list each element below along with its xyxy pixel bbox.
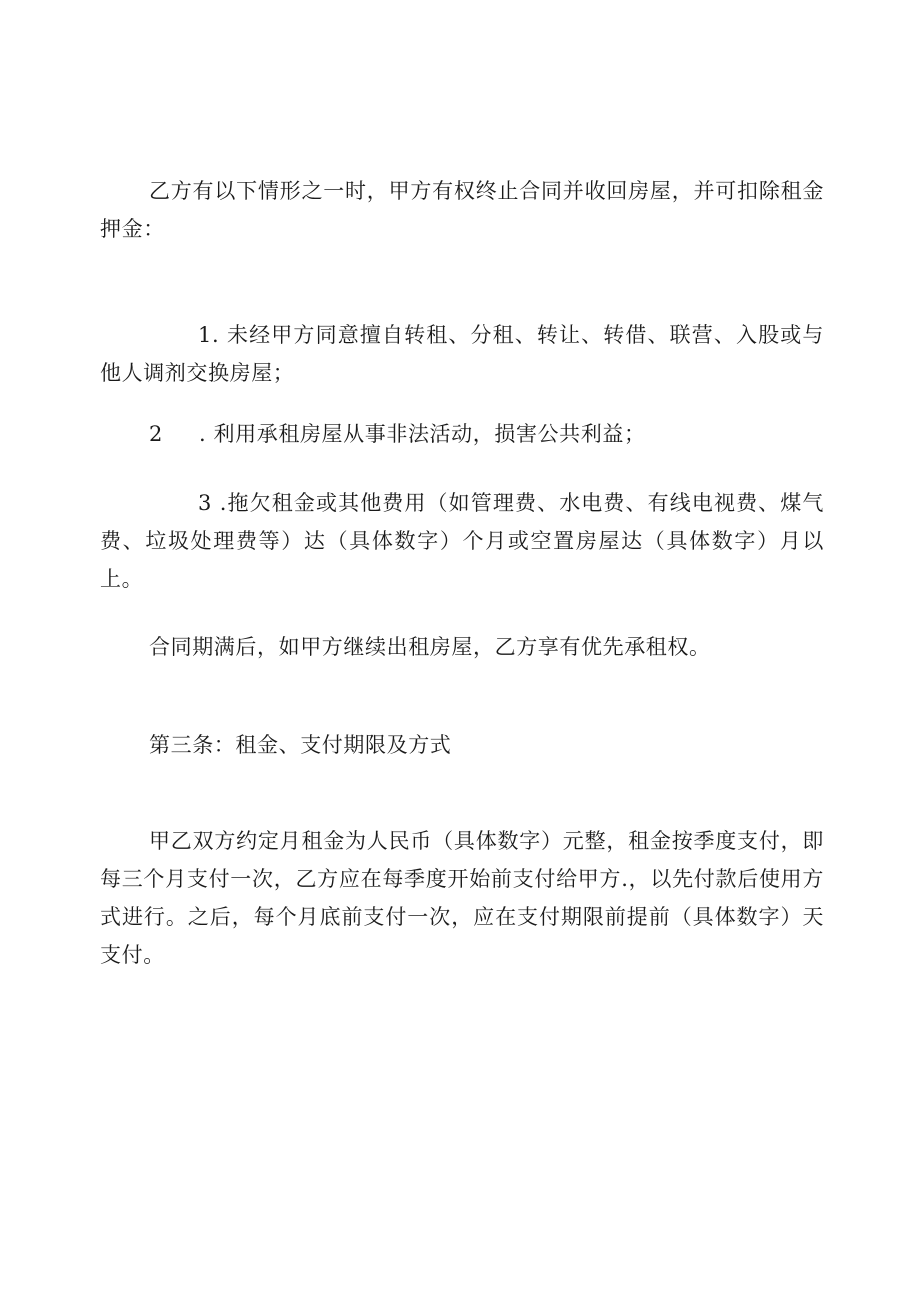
- list-item-3: [100, 484, 824, 598]
- heading-text: 第三条：租金、支付期限及方式: [149, 733, 452, 757]
- list-item-number: 3: [198, 491, 212, 515]
- list-item-text: . 未经甲方同意擅自转租、分租、转让、转借、联营、入股或与他人调剂交换房屋；: [100, 323, 824, 385]
- paragraph-rent-payment: [100, 822, 824, 974]
- list-item-number: 1: [198, 323, 212, 347]
- list-item-text: . 利用承租房屋从事非法活动，损害公共利益；: [199, 422, 646, 446]
- paragraph-renewal-priority: [149, 628, 711, 666]
- paragraph-text: 甲乙双方约定月租金为人民币（具体数字）元整，租金按季度支付，即每三个月支付一次，乙方应在每季度开始前支付给甲方.，以先付款后使用方式进行。之后，每个月底前支付一次，应在支付期限前提前（具体数字）天支付。: [100, 829, 824, 967]
- paragraph-text: 乙方有以下情形之一时，甲方有权终止合同并收回房屋，并可扣除租金押金：: [100, 179, 824, 241]
- paragraph-termination-conditions: [100, 172, 824, 248]
- list-item-text: .拖欠租金或其他费用（如管理费、水电费、有线电视费、煤气费、垃圾处理费等）达（具体数字）个月或空置房屋达（具体数字）月以上。: [100, 491, 824, 591]
- paragraph-text: 合同期满后，如甲方继续出租房屋，乙方享有优先承租权。: [149, 635, 711, 659]
- list-item-2: [149, 415, 646, 453]
- list-item-number: 2: [149, 422, 163, 446]
- article-heading: [149, 726, 451, 764]
- list-item-1: [100, 316, 824, 392]
